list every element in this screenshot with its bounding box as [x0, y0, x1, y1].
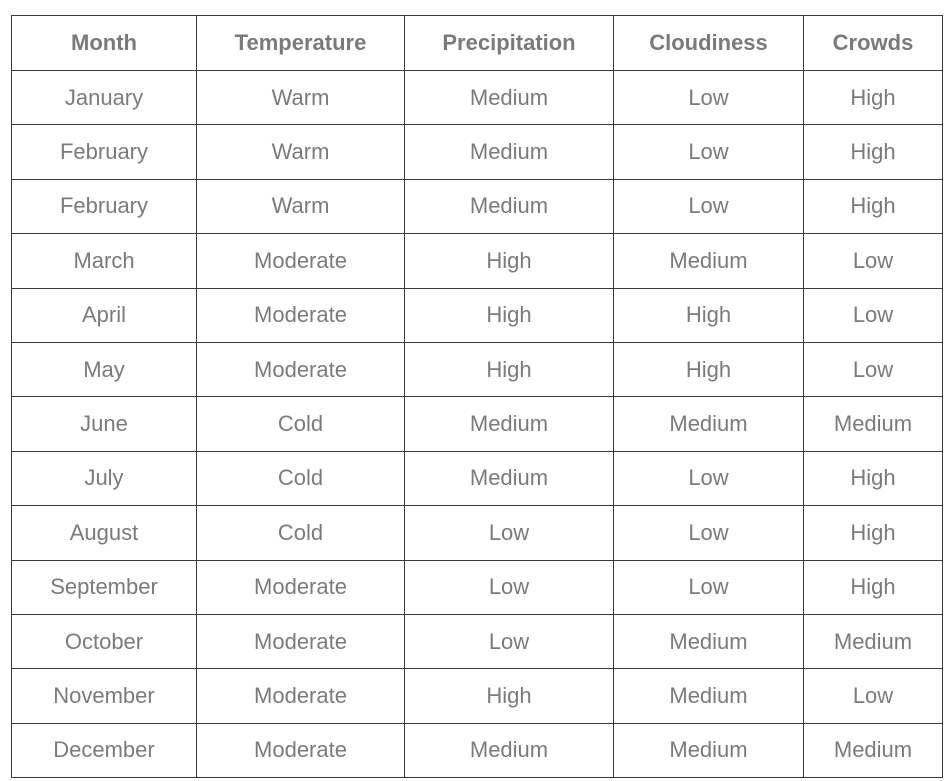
cell-month: February [12, 125, 197, 179]
climate-table [11, 15, 943, 778]
cell-precipitation: Medium [405, 451, 614, 505]
cell-month: September [12, 560, 197, 614]
cell-precipitation: Medium [405, 179, 614, 233]
table-row [12, 614, 943, 668]
cell-crowds: Low [804, 288, 943, 342]
cell-temperature: Cold [197, 506, 405, 560]
cell-precipitation: High [405, 342, 614, 396]
cell-cloudiness: Low [614, 125, 804, 179]
cell-precipitation: High [405, 234, 614, 288]
table-row [12, 342, 943, 396]
cell-precipitation: Low [405, 560, 614, 614]
table-row [12, 125, 943, 179]
cell-crowds: Low [804, 669, 943, 723]
cell-crowds: Low [804, 342, 943, 396]
header-row [12, 16, 943, 71]
cell-temperature: Moderate [197, 723, 405, 777]
table-row [12, 179, 943, 233]
cell-cloudiness: Low [614, 179, 804, 233]
cell-cloudiness: Low [614, 506, 804, 560]
cell-cloudiness: Medium [614, 234, 804, 288]
cell-cloudiness: Low [614, 560, 804, 614]
cell-month: January [12, 71, 197, 125]
cell-cloudiness: Medium [614, 669, 804, 723]
cell-month: June [12, 397, 197, 451]
cell-month: October [12, 614, 197, 668]
cell-cloudiness: High [614, 342, 804, 396]
table-row [12, 723, 943, 777]
cell-precipitation: High [405, 288, 614, 342]
cell-temperature: Moderate [197, 560, 405, 614]
cell-month: July [12, 451, 197, 505]
cell-crowds: Low [804, 234, 943, 288]
cell-precipitation: Low [405, 506, 614, 560]
cell-temperature: Moderate [197, 342, 405, 396]
table-row [12, 669, 943, 723]
cell-month: April [12, 288, 197, 342]
table-row [12, 288, 943, 342]
cell-crowds: Medium [804, 723, 943, 777]
cell-month: May [12, 342, 197, 396]
table-row [12, 71, 943, 125]
cell-temperature: Moderate [197, 288, 405, 342]
cell-month: December [12, 723, 197, 777]
cell-crowds: High [804, 179, 943, 233]
cell-temperature: Moderate [197, 614, 405, 668]
header-temperature: Temperature [197, 16, 405, 71]
cell-cloudiness: Medium [614, 614, 804, 668]
cell-temperature: Cold [197, 397, 405, 451]
table-row [12, 234, 943, 288]
cell-month: March [12, 234, 197, 288]
cell-temperature: Warm [197, 179, 405, 233]
header-crowds: Crowds [804, 16, 943, 71]
cell-month: August [12, 506, 197, 560]
header-cloudiness: Cloudiness [614, 16, 804, 71]
cell-cloudiness: Low [614, 451, 804, 505]
cell-crowds: Medium [804, 397, 943, 451]
header-month: Month [12, 16, 197, 71]
cell-cloudiness: Low [614, 71, 804, 125]
table-body [12, 71, 943, 778]
cell-crowds: High [804, 506, 943, 560]
header-precipitation: Precipitation [405, 16, 614, 71]
table-row [12, 451, 943, 505]
cell-precipitation: High [405, 669, 614, 723]
table-row [12, 560, 943, 614]
cell-crowds: High [804, 71, 943, 125]
cell-precipitation: Medium [405, 723, 614, 777]
cell-precipitation: Low [405, 614, 614, 668]
table-row [12, 506, 943, 560]
cell-temperature: Warm [197, 71, 405, 125]
cell-crowds: Medium [804, 614, 943, 668]
cell-temperature: Moderate [197, 669, 405, 723]
cell-cloudiness: High [614, 288, 804, 342]
cell-crowds: High [804, 451, 943, 505]
cell-temperature: Warm [197, 125, 405, 179]
cell-month: February [12, 179, 197, 233]
cell-crowds: High [804, 560, 943, 614]
cell-precipitation: Medium [405, 397, 614, 451]
cell-cloudiness: Medium [614, 723, 804, 777]
cell-precipitation: Medium [405, 125, 614, 179]
cell-cloudiness: Medium [614, 397, 804, 451]
cell-crowds: High [804, 125, 943, 179]
table-header [12, 16, 943, 71]
table-row [12, 397, 943, 451]
cell-precipitation: Medium [405, 71, 614, 125]
cell-month: November [12, 669, 197, 723]
cell-temperature: Cold [197, 451, 405, 505]
cell-temperature: Moderate [197, 234, 405, 288]
